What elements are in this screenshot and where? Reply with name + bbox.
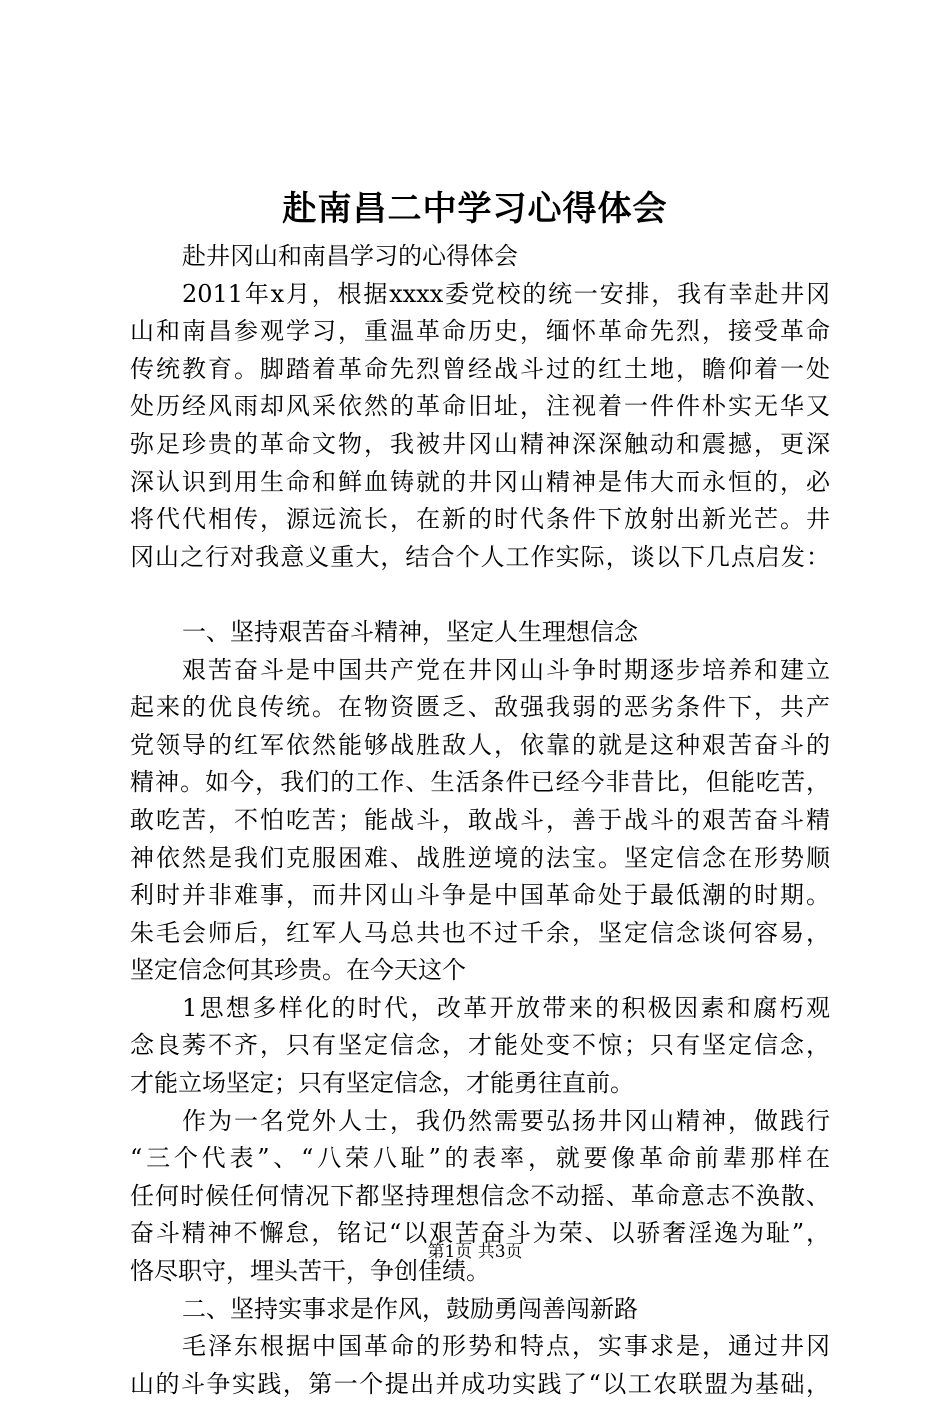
paragraph-intro: [130, 276, 830, 577]
paragraph-line: 1思想多样化的时代，改革开放带来的积极因素和腐朽观: [182, 993, 830, 1022]
paragraph-line: 传统教育。脚踏着革命先烈曾经战斗过的红土地，瞻仰着一处: [130, 354, 830, 383]
paragraph-seek-truth: [130, 1328, 830, 1403]
paragraph-line: 山的斗争实践，第一个提出并成功实践了“以工农联盟为基础，: [130, 1369, 830, 1398]
section-heading: 一、坚持艰苦奋斗精神，坚定人生理想信念: [182, 617, 638, 646]
paragraph-line: 才能立场坚定；只有坚定信念，才能勇往直前。: [130, 1069, 634, 1098]
paragraph-belief: [130, 990, 830, 1103]
paragraph-line: 神依然是我们克服困难、战胜逆境的法宝。坚定信念在形势顺: [130, 843, 830, 872]
paragraph-line: 利时并非难事，而井冈山斗争是中国革命处于最低潮的时期。: [130, 881, 830, 910]
paragraph-line: 党领导的红军依然能够战胜敌人，依靠的就是这种艰苦奋斗的: [130, 730, 830, 759]
paragraph-line: 2011年x月，根据xxxx委党校的统一安排，我有幸赴井冈: [182, 279, 830, 308]
paragraph-line: 念良莠不齐，只有坚定信念，才能处变不惊；只有坚定信念，: [130, 1031, 830, 1060]
paragraph-line: 冈山之行对我意义重大，结合个人工作实际，谈以下几点启发：: [130, 542, 830, 571]
section-heading-1: [130, 614, 830, 652]
paragraph-line: 处历经风雨却风采依然的革命旧址，注视着一件件朴实无华又: [130, 392, 830, 421]
paragraph-line: 精神。如今，我们的工作、生活条件已经今非昔比，但能吃苦，: [130, 768, 830, 797]
paragraph-line: 任何时候任何情况下都坚持理想信念不动摇、革命意志不涣散、: [130, 1181, 830, 1210]
section-heading: 二、坚持实事求是作风，鼓励勇闯善闯新路: [182, 1294, 638, 1323]
paragraph-line: 将代代相传，源远流长，在新的时代条件下放射出新光芒。井: [130, 505, 830, 534]
paragraph-line: 作为一名党外人士，我仍然需要弘扬井冈山精神，做践行: [182, 1106, 830, 1135]
paragraph-line: 毛泽东根据中国革命的形势和特点，实事求是，通过井冈: [182, 1332, 830, 1361]
paragraph-line: 敢吃苦，不怕吃苦；能战斗，敢战斗，善于战斗的艰苦奋斗精: [130, 805, 830, 834]
paragraph-line: 起来的优良传统。在物资匮乏、敌强我弱的恶劣条件下，共产: [130, 693, 830, 722]
paragraph-hard-work: [130, 652, 830, 990]
paragraph-line: “三个代表”、“八荣八耻”的表率，就要像革命前辈那样在: [130, 1144, 830, 1173]
document-subtitle: 赴井冈山和南昌学习的心得体会: [182, 242, 518, 270]
paragraph-line: 奋斗精神不懈怠，铭记“以艰苦奋斗为荣、以骄奢淫逸为耻”，: [130, 1219, 830, 1248]
paragraph-line: 艰苦奋斗是中国共产党在井冈山斗争时期逐步培养和建立: [182, 655, 830, 684]
page-footer: 第1页 共3页: [427, 1242, 523, 1262]
blank-line: [130, 576, 830, 614]
paragraph-line: 坚定信念何其珍贵。在今天这个: [130, 956, 466, 985]
document-body: [130, 238, 830, 1403]
section-heading-2: [130, 1291, 830, 1329]
paragraph-line: 深认识到用生命和鲜血铸就的井冈山精神是伟大而永恒的，必: [130, 467, 830, 496]
paragraph-line: 朱毛会师后，红军人马总共也不过千余，坚定信念谈何容易，: [130, 918, 830, 947]
paragraph-line: 恪尽职守，埋头苦干，争创佳绩。: [130, 1257, 490, 1286]
paragraph-line: 弥足珍贵的革命文物，我被井冈山精神深深触动和震撼，更深: [130, 429, 830, 458]
page-title: 赴南昌二中学习心得体会: [282, 189, 668, 229]
paragraph-line: 山和南昌参观学习，重温革命历史，缅怀革命先烈，接受革命: [130, 317, 830, 346]
